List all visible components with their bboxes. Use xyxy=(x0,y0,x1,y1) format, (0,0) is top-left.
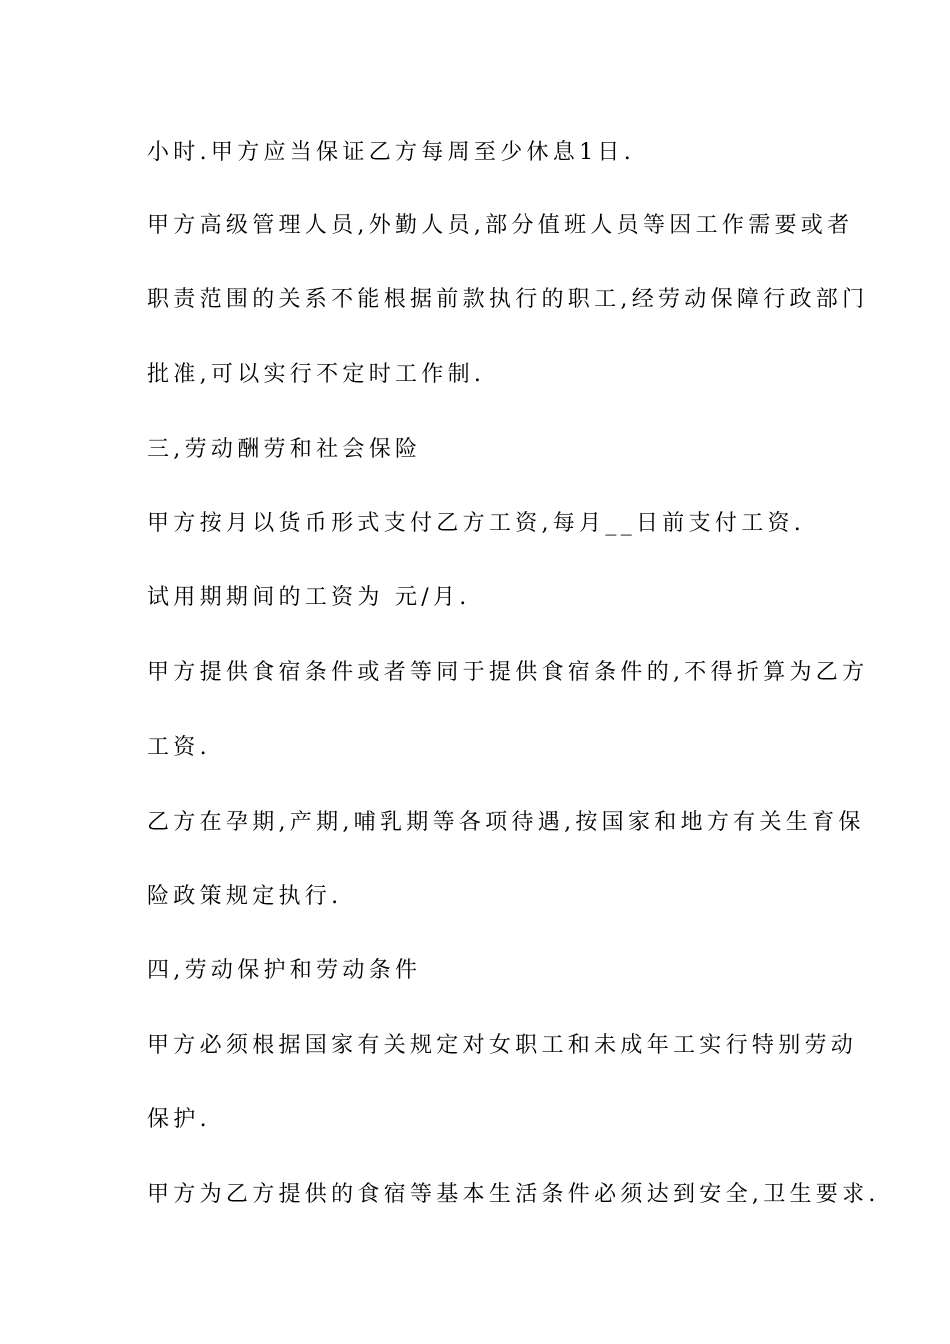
text-line-3: 职责范围的关系不能根据前款执行的职工,经劳动保障行政部门 xyxy=(147,287,869,312)
text-line-11: 险政策规定执行. xyxy=(147,884,343,909)
text-line-8: 甲方提供食宿条件或者等同于提供食宿条件的,不得折算为乙方 xyxy=(147,660,869,685)
text-line-13: 甲方必须根据国家有关规定对女职工和未成年工实行特别劳动 xyxy=(147,1033,858,1058)
text-line-4: 批准,可以实行不定时工作制. xyxy=(147,362,486,387)
text-line-15: 甲方为乙方提供的食宿等基本生活条件必须达到安全,卫生要求. xyxy=(147,1182,880,1207)
text-line-1: 小时.甲方应当保证乙方每周至少休息1日. xyxy=(147,140,635,165)
text-line-7: 试用期期间的工资为 元/月. xyxy=(147,585,471,610)
text-line-2: 甲方高级管理人员,外勤人员,部分值班人员等因工作需要或者 xyxy=(147,213,854,238)
text-line-10: 乙方在孕期,产期,哺乳期等各项待遇,按国家和地方有关生育保 xyxy=(147,810,865,835)
text-line-14: 保护. xyxy=(147,1107,211,1132)
text-line-6: 甲方按月以货币形式支付乙方工资,每月__日前支付工资. xyxy=(147,511,806,536)
text-line-9: 工资. xyxy=(147,735,211,760)
section-heading-4: 四,劳动保护和劳动条件 xyxy=(147,958,422,983)
section-heading-3: 三,劳动酬劳和社会保险 xyxy=(147,437,422,462)
